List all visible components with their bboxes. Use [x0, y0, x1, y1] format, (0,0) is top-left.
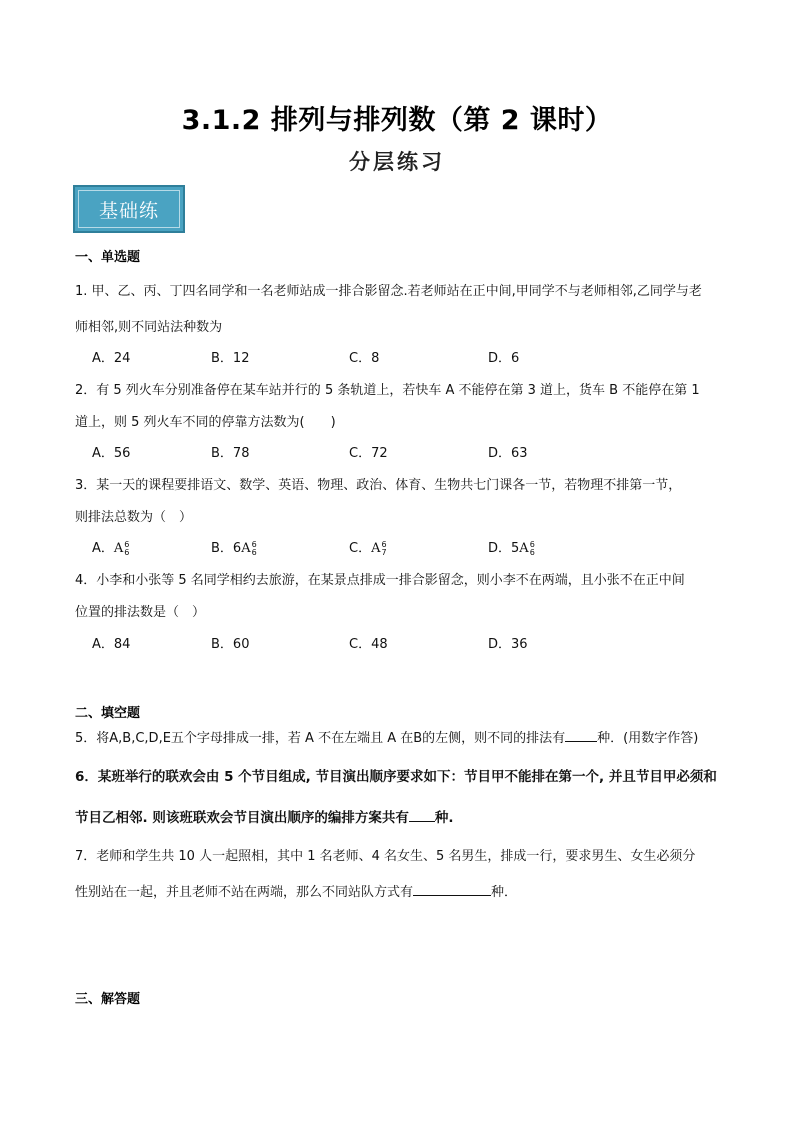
question-6-line-2: 节目乙相邻. 则该班联欢会节目演出顺序的编排方案共有 种.: [75, 810, 454, 826]
question-1-option-b: B．12: [211, 351, 250, 366]
question-3-option-a: A．A 6 6: [92, 539, 130, 557]
question-2-line-1: 2．有 5 列火车分别准备停在某车站并行的 5 条轨道上，若快车 A 不能停在第 3 道上，货车 B 不能停在第 1: [75, 383, 700, 398]
question-2-line-2: 道上，则 5 列火车不同的停靠方法数为( ): [75, 415, 336, 430]
question-4-option-d: D．36: [488, 637, 528, 652]
question-3-option-b: B．6A 6 6: [211, 539, 257, 557]
question-2-option-d: D．63: [488, 446, 528, 461]
section-heading-free-response: 三、解答题: [75, 992, 141, 1007]
question-2-option-a: A．56: [92, 446, 131, 461]
answer-blank[interactable]: [413, 883, 491, 896]
question-1-option-c: C．8: [349, 351, 380, 366]
question-1-line-2: 师相邻,则不同站法种数为: [75, 320, 223, 335]
question-4-option-a: A．84: [92, 637, 131, 652]
question-4-line-2: 位置的排法数是（ ）: [75, 605, 206, 620]
question-6-line-1: 6．某班举行的联欢会由 5 个节目组成, 节目演出顺序要求如下：节目甲不能排在第一个, 并且节目甲必须和: [75, 769, 717, 785]
question-3-option-d: D．5A 6 6: [488, 539, 535, 557]
question-7-line-1: 7．老师和学生共 10 人一起照相，其中 1 名老师、4 名女生、5 名男生，排成一行，要求男生、女生必须分: [75, 849, 696, 864]
question-1-line-1: 1. 甲、乙、丙、丁四名同学和一名老师站成一排合影留念.若老师站在正中间,甲同学不与老师相邻,乙同学与老: [75, 284, 702, 299]
question-3-option-c: C．A 6 7: [349, 539, 387, 557]
section-heading-single-choice: 一、单选题: [75, 250, 141, 265]
question-4-line-1: 4．小李和小张等 5 名同学相约去旅游，在某景点排成一排合影留念，则小李不在两端，且小张不在正中间: [75, 573, 685, 588]
question-1-option-a: A．24: [92, 351, 131, 366]
question-1-option-d: D．6: [488, 351, 520, 366]
question-7-line-2: 性别站在一起，并且老师不站在两端，那么不同站队方式有 种．: [75, 885, 518, 900]
page-subtitle: 分层练习: [349, 150, 445, 174]
section-heading-fill-in: 二、填空题: [75, 706, 141, 721]
level-badge: [73, 185, 185, 233]
question-3-line-2: 则排法总数为（ ）: [75, 510, 193, 525]
question-3-line-1: 3．某一天的课程要排语文、数学、英语、物理、政治、体育、生物共七门课各一节，若物理不排第一节，: [75, 478, 682, 493]
answer-blank[interactable]: [565, 729, 597, 742]
question-4-option-c: C．48: [349, 637, 388, 652]
page-title: 3.1.2 排列与排列数（第 2 课时）: [181, 105, 613, 136]
answer-blank[interactable]: [409, 809, 435, 822]
question-2-option-b: B．78: [211, 446, 250, 461]
level-badge-label: 基础练: [98, 199, 159, 222]
question-4-option-b: B．60: [211, 637, 250, 652]
question-5: 5．将A,B,C,D,E五个字母排成一排，若 A 不在左端且 A 在B的左侧，则不同的排法有 种．(用数字作答): [75, 731, 699, 746]
question-2-option-c: C．72: [349, 446, 388, 461]
